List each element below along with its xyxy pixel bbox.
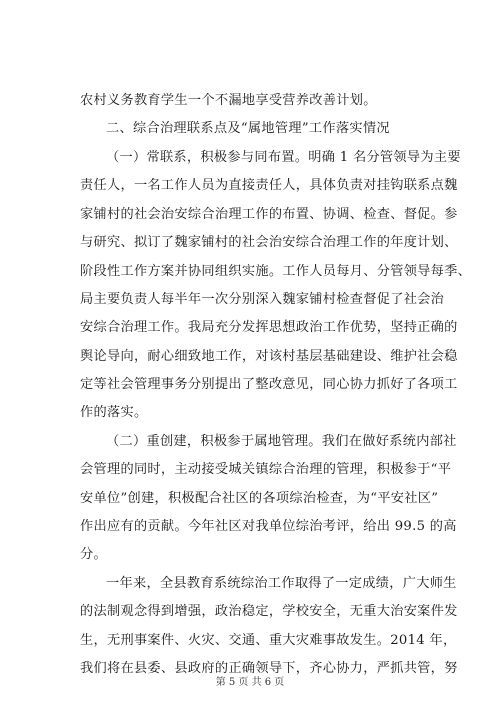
text-line: （一）常联系，积极参与同布置。明确 1 名分管领导为主要 — [106, 150, 461, 165]
text-line: 作出应有的贡献。今年社区对我单位综治考评，给出 99.5 的高 — [80, 519, 457, 534]
text-line: 定等社会管理事务分别提出了整改意见，同心协力抓好了各项工 — [80, 377, 458, 392]
text-line: 的法制观念得到增强，政治稳定，学校安全，无重大治安案件发 — [80, 604, 458, 619]
text-line: 安单位”创建，积极配合社区的各项综治检查，为“平安社区” — [80, 491, 439, 506]
text-line: （二）重创建，积极参于属地管理。我们在做好系统内部社 — [106, 434, 457, 449]
text-line: 舆论导向，耐心细致地工作，对该村基层基础建设、维护社会稳 — [80, 349, 458, 364]
text-line: 作的落实。 — [80, 405, 148, 420]
text-line: 安综合治理工作。我局充分发挥思想政治工作优势，坚持正确的 — [80, 320, 458, 335]
section-heading: 二、综合治理联系点及“属地管理”工作落实情况 — [106, 121, 390, 136]
text-line: 与研究、拟订了魏家铺村的社会治安综合治理工作的年度计划、 — [80, 235, 458, 250]
text-line: 生，无刑事案件、火灾、交通、重大灾难事故发生。2014 年， — [80, 633, 457, 648]
text-line: 阶段性工作方案并协同组织实施。工作人员每月、分管领导每季、 — [80, 264, 472, 279]
text-line: 家铺村的社会治安综合治理工作的布置、协调、检查、督促。参 — [80, 207, 458, 222]
text-line: 我们将在县委、县政府的正确领导下，齐心协力，严抓共管，努 — [80, 661, 458, 676]
text-line: 责任人，一名工作人员为直接责任人，具体负责对挂钩联系点魏 — [80, 178, 458, 193]
page-number-footer: 第 5 页 共 6 页 — [215, 677, 285, 688]
text-line: 农村义务教育学生一个不漏地享受营养改善计划。 — [80, 93, 377, 108]
text-line: 会管理的同时，主动接受城关镇综合治理的管理，积极参于“平 — [80, 462, 452, 477]
text-line: 局主要负责人每半年一次分别深入魏家铺村检查督促了社会治 — [80, 292, 445, 307]
text-line: 分。 — [80, 547, 107, 562]
text-line: 一年来，全县教育系统综治工作取得了一定成绩，广大师生 — [106, 576, 457, 591]
